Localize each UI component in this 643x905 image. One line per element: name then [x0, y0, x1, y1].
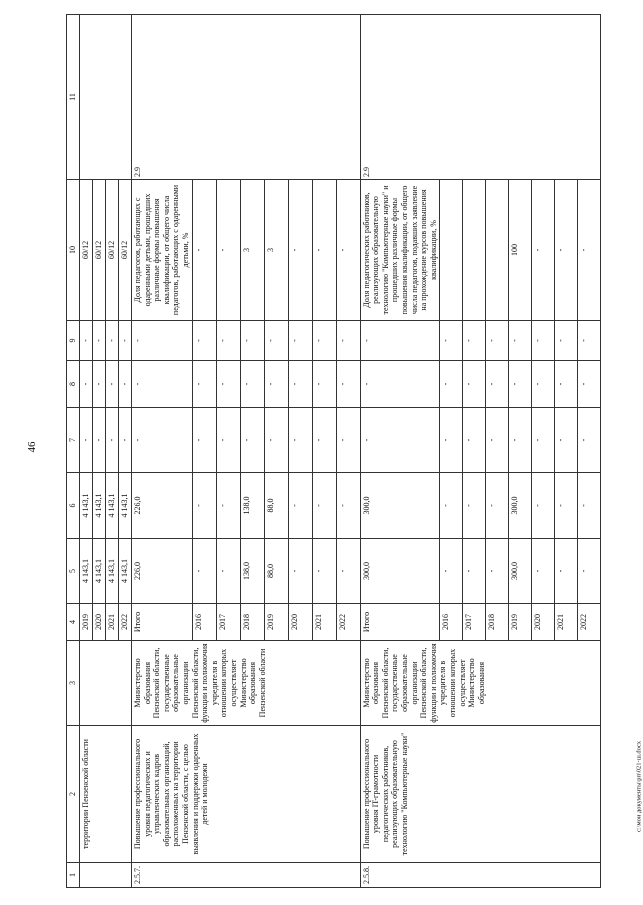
program-table [66, 14, 601, 888]
indicator-value-cell: 3 [240, 180, 264, 321]
value-cell: - [216, 321, 240, 361]
header-cell: 2 [67, 726, 80, 863]
value-cell: - [578, 539, 601, 604]
indicator-text-cell: Доля педагогов, работающих с одаренными детьми, прошедших различные формы повышения квалификации, от общего числа педагогов, работающих с одаренными детьми, % [132, 180, 193, 321]
header-cell: 5 [67, 539, 80, 604]
rotated-page [66, 15, 589, 888]
value-cell: - [106, 361, 119, 408]
value-cell: - [132, 408, 193, 473]
value-cell: - [336, 539, 360, 604]
indicator-value-cell: 3 [264, 180, 288, 321]
value-cell: - [264, 321, 288, 361]
value-cell: - [555, 539, 578, 604]
year-cell: 2016 [440, 604, 463, 641]
indicator-value-cell: 60/12 [93, 180, 106, 321]
indicator-value-cell [463, 180, 486, 321]
value-cell: 138,0 [240, 473, 264, 539]
value-cell: - [93, 361, 106, 408]
value-cell: - [336, 361, 360, 408]
continuation-block [80, 15, 132, 888]
value-cell: - [119, 361, 132, 408]
value-cell: - [578, 321, 601, 361]
value-cell: - [555, 408, 578, 473]
value-cell: - [192, 408, 216, 473]
value-cell: - [216, 539, 240, 604]
indicator-value-cell: - [312, 180, 336, 321]
year-cell: 2019 [509, 604, 532, 641]
value-cell: 300,0 [509, 539, 532, 604]
value-cell: 300,0 [360, 473, 440, 539]
indicator-value-cell: 60/12 [80, 180, 93, 321]
year-cell: 2018 [240, 604, 264, 641]
value-cell: - [463, 321, 486, 361]
value-cell: - [288, 321, 312, 361]
value-cell: 4 143,1 [106, 539, 119, 604]
value-cell: - [216, 361, 240, 408]
value-cell: - [80, 361, 93, 408]
value-cell: 4 143,1 [106, 473, 119, 539]
year-cell: Итого [132, 604, 193, 641]
value-cell: - [440, 473, 463, 539]
value-cell: 4 143,1 [93, 473, 106, 539]
year-cell: 2018 [486, 604, 509, 641]
value-cell: - [360, 361, 440, 408]
header-cell: 1 [67, 863, 80, 888]
value-cell: - [264, 361, 288, 408]
value-cell: - [240, 408, 264, 473]
value-cell: 226,0 [132, 539, 193, 604]
value-cell: - [555, 321, 578, 361]
value-cell: - [216, 408, 240, 473]
value-cell: - [463, 361, 486, 408]
num-cell [80, 863, 132, 888]
indicator-value-cell: - [336, 180, 360, 321]
year-cell: 2020 [288, 604, 312, 641]
indicator-value-cell: - [578, 180, 601, 321]
row-2-5-7 [132, 15, 361, 888]
year-cell: 2019 [80, 604, 93, 641]
value-cell: 300,0 [509, 473, 532, 539]
value-cell: 88,0 [264, 473, 288, 539]
indicator-value-cell: 60/12 [119, 180, 132, 321]
value-cell: - [360, 408, 440, 473]
value-cell: - [288, 539, 312, 604]
value-cell: - [312, 361, 336, 408]
value-cell: - [192, 361, 216, 408]
value-cell: 138,0 [240, 539, 264, 604]
value-cell: 4 143,1 [119, 539, 132, 604]
value-cell: - [440, 321, 463, 361]
indicator-value-cell [486, 180, 509, 321]
value-cell: - [119, 408, 132, 473]
value-cell: - [93, 321, 106, 361]
indicator-value-cell: - [555, 180, 578, 321]
value-cell: 4 143,1 [119, 473, 132, 539]
year-cell: 2021 [555, 604, 578, 641]
executor-text: Министерство образования Пензенской области, государственные образовательные организации Пензенской области, функции и полномочия учредителя в отношении которых осуществляет Министерство образования Пензенской области [132, 641, 361, 726]
value-cell: - [463, 473, 486, 539]
value-cell: 4 143,1 [93, 539, 106, 604]
value-cell: - [132, 361, 193, 408]
value-cell: - [192, 473, 216, 539]
header-cell: 7 [67, 408, 80, 473]
value-cell: - [509, 321, 532, 361]
value-cell: - [288, 361, 312, 408]
value-cell: - [240, 361, 264, 408]
activity-name: Повышение профессионального уровня педагогических и управленческих кадров образовательных организаций, расположенных на территории Пензенской области, с целью выявления и поддержки одаренных детей и молодежи [132, 726, 361, 863]
value-cell: - [440, 539, 463, 604]
value-cell: - [532, 539, 555, 604]
header-row [67, 15, 80, 888]
value-cell: - [240, 321, 264, 361]
activity-name: Повышение профессионального уровня IT-грамотности педагогических работников, реализующих образовательную технологию "Компьютерные науки" [360, 726, 601, 863]
executor-cell [80, 641, 132, 726]
value-cell: - [216, 473, 240, 539]
year-cell: 2017 [463, 604, 486, 641]
header-cell: 4 [67, 604, 80, 641]
value-cell: - [532, 408, 555, 473]
value-cell: 88,0 [264, 539, 288, 604]
value-cell: 226,0 [132, 473, 193, 539]
value-cell: - [486, 408, 509, 473]
item-number: 2.5.7. [132, 863, 361, 888]
value-cell: - [336, 321, 360, 361]
value-cell: - [192, 539, 216, 604]
value-cell: - [288, 473, 312, 539]
indicator-ref-cell: 2.9 [360, 15, 601, 180]
value-cell: - [119, 321, 132, 361]
year-row [132, 15, 193, 888]
value-cell: - [486, 539, 509, 604]
page-number: 46 [26, 441, 38, 453]
footer-file-path: c:\мои документы\рп\021-ш.docx [635, 741, 643, 832]
item-number: 2.5.8. [360, 863, 601, 888]
year-cell: 2017 [216, 604, 240, 641]
value-cell: - [93, 408, 106, 473]
year-cell: 2020 [532, 604, 555, 641]
indicator-value-cell: - [288, 180, 312, 321]
year-cell: 2021 [312, 604, 336, 641]
value-cell: - [486, 321, 509, 361]
header-cell: 8 [67, 361, 80, 408]
value-cell: - [440, 408, 463, 473]
value-cell: - [509, 361, 532, 408]
year-cell: 2022 [336, 604, 360, 641]
indicator-text-cell: Доля педагогических работников, реализующих образовательную технологию "Компьютерные науки" и прошедших различные формы повышения квалификации, от общего числа педагогов, подавших заявление на прохождение курсов повышения квалификации, % [360, 180, 440, 321]
value-cell: - [532, 361, 555, 408]
value-cell: - [336, 473, 360, 539]
value-cell: - [532, 473, 555, 539]
year-cell: 2019 [264, 604, 288, 641]
value-cell: - [486, 361, 509, 408]
header-cell: 9 [67, 321, 80, 361]
territory-text: территории Пензенской области [80, 726, 132, 863]
year-cell: 2022 [119, 604, 132, 641]
value-cell: - [80, 321, 93, 361]
value-cell: - [440, 361, 463, 408]
executor-text: Министерство образования Пензенской области, государственные образовательные организации Пензенской области, функции и полномочия учредителя в отношении которых осуществляет Министерство образования [360, 641, 601, 726]
value-cell: - [312, 408, 336, 473]
value-cell: - [555, 473, 578, 539]
col11-cell [80, 15, 132, 180]
value-cell: 300,0 [360, 539, 440, 604]
value-cell: - [106, 321, 119, 361]
value-cell: - [132, 321, 193, 361]
value-cell: - [192, 321, 216, 361]
value-cell: - [532, 321, 555, 361]
indicator-value-cell: - [532, 180, 555, 321]
value-cell: - [288, 408, 312, 473]
value-cell: - [555, 361, 578, 408]
year-cell: 2022 [578, 604, 601, 641]
value-cell: - [578, 473, 601, 539]
header-cell: 3 [67, 641, 80, 726]
value-cell: - [264, 408, 288, 473]
value-cell: - [106, 408, 119, 473]
value-cell: - [463, 539, 486, 604]
indicator-value-cell [440, 180, 463, 321]
value-cell: - [312, 473, 336, 539]
value-cell: 4 143,1 [80, 473, 93, 539]
row-2-5-8 [360, 15, 601, 888]
value-cell: - [578, 361, 601, 408]
value-cell: 4 143,1 [80, 539, 93, 604]
value-cell: - [360, 321, 440, 361]
year-row [360, 15, 440, 888]
year-cell: 2016 [192, 604, 216, 641]
indicator-value-cell: 100 [509, 180, 532, 321]
value-cell: - [312, 539, 336, 604]
indicator-value-cell: - [216, 180, 240, 321]
value-cell: - [463, 408, 486, 473]
year-row [80, 15, 93, 888]
year-cell: Итого [360, 604, 440, 641]
indicator-ref-cell: 2.9 [132, 15, 361, 180]
indicator-value-cell: 60/12 [106, 180, 119, 321]
header-cell: 10 [67, 180, 80, 321]
value-cell: - [578, 408, 601, 473]
value-cell: - [336, 408, 360, 473]
header-cell: 11 [67, 15, 80, 180]
value-cell: - [486, 473, 509, 539]
indicator-value-cell: - [192, 180, 216, 321]
header-cell: 6 [67, 473, 80, 539]
value-cell: - [312, 321, 336, 361]
value-cell: - [509, 408, 532, 473]
year-cell: 2020 [93, 604, 106, 641]
year-cell: 2021 [106, 604, 119, 641]
value-cell: - [80, 408, 93, 473]
